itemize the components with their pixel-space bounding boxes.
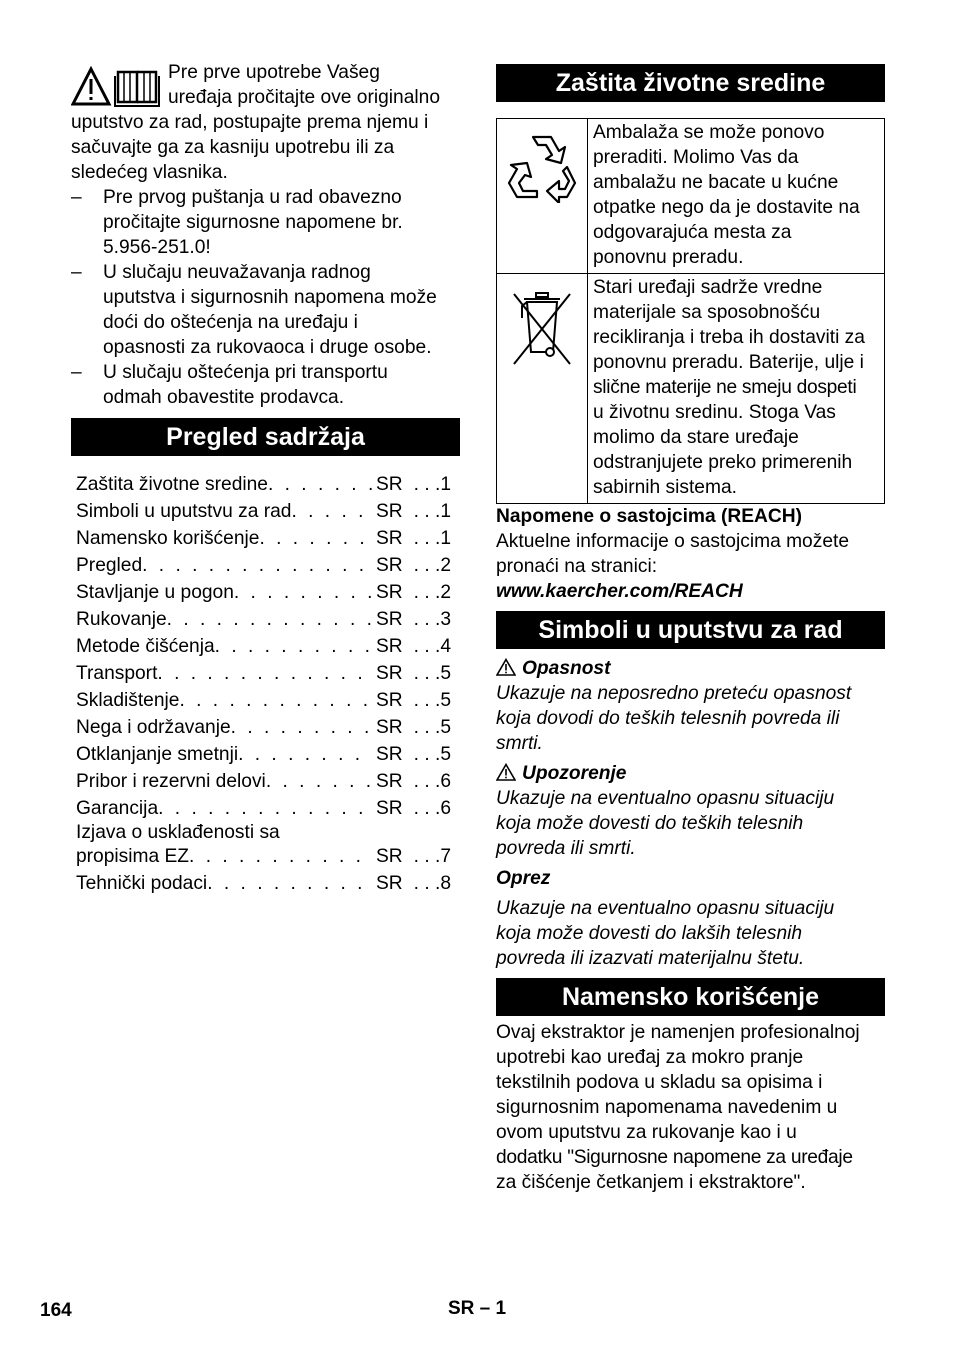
toc-leader: [179, 688, 372, 713]
toc-leader: [266, 769, 372, 794]
warning-manual-icon: [71, 66, 161, 108]
toc-entry-title-cont: propisima EZ: [76, 846, 190, 867]
toc-entry-title: Nega i održavanje: [76, 717, 231, 738]
text-line: povreda ili izazvati materijalnu štetu.: [496, 948, 805, 969]
toc-entry-lang: SR: [376, 636, 403, 657]
toc-leader: [158, 796, 372, 821]
toc-entry-lang: SR: [376, 873, 403, 894]
toc-entry-title: Zaštita životne sredine: [76, 474, 268, 495]
toc-entry-page: . . .5: [413, 690, 451, 711]
text-line: ponovnu preradu. Baterije, ulje i: [593, 352, 864, 373]
toc-entry-lang: SR: [376, 771, 403, 792]
danger-label: Opasnost: [496, 656, 885, 681]
toc-entry-title: Pribor i rezervni delovi: [76, 771, 266, 792]
footer-center: SR – 1: [448, 1298, 507, 1319]
toc-entry-lang: SR: [376, 846, 403, 867]
text-line: Ukazuje na eventualno opasnu situaciju: [496, 898, 835, 919]
text-line: Aktuelne informacije o sastojcima možete: [496, 531, 849, 552]
toc-entry[interactable]: [76, 659, 451, 686]
toc-entry[interactable]: [76, 632, 451, 659]
toc-entry-page: . . .5: [413, 717, 451, 738]
text-line: tekstilnih podova u skladu sa opisima i: [496, 1072, 823, 1093]
toc-leader: [238, 742, 372, 767]
text-line: povreda ili smrti.: [496, 838, 636, 859]
toc-entry-lang: SR: [376, 798, 403, 819]
toc-entry-lang: SR: [376, 582, 403, 603]
toc-entry-page: . . .8: [413, 873, 451, 894]
text-line: preraditi. Molimo Vas da: [593, 147, 799, 168]
toc-entry[interactable]: [76, 794, 451, 821]
toc-entry-lang: SR: [376, 717, 403, 738]
text-line: odgovarajuća mesta za: [593, 222, 792, 243]
warning-triangle-icon: [496, 763, 516, 781]
text-line: materijale sa sposobnošću: [593, 302, 821, 323]
toc-entry-title: Metode čišćenja: [76, 636, 215, 657]
toc-leader: [189, 844, 372, 869]
list-text: opasnosti za rukovaoca i druge osobe.: [103, 337, 432, 358]
caution-text: [496, 896, 885, 971]
reach-heading: Napomene o sastojcima (REACH): [496, 506, 802, 527]
text-line: Ukazuje na eventualno opasnu situaciju: [496, 788, 835, 809]
text-line: ovom uputstvu za rukovanje kao i u: [496, 1122, 797, 1143]
toc-entry-page: . . .4: [413, 636, 451, 657]
toc-entry-page: . . .1: [413, 501, 451, 522]
toc-leader: [167, 607, 372, 632]
toc-entry[interactable]: [76, 821, 451, 869]
toc-entry-lang: SR: [376, 528, 403, 549]
toc-leader: [234, 580, 372, 605]
toc-entry-page: . . .6: [413, 798, 451, 819]
toc-entry-title: Skladištenje: [76, 690, 180, 711]
intended-use-heading: Namensko korišćenje: [496, 978, 885, 1016]
toc-leader: [291, 499, 372, 524]
toc-entry-title: Otklanjanje smetnji: [76, 744, 239, 765]
toc-entry[interactable]: [76, 578, 451, 605]
text-line: Ambalaža se može ponovo: [593, 122, 825, 143]
toc-leader: [215, 634, 372, 659]
toc-entry-title: Izjava o usklađenosti sa: [76, 822, 280, 843]
intended-use-text: [496, 1020, 885, 1195]
table-row: [497, 119, 885, 274]
environment-heading: Zaštita životne sredine: [496, 64, 885, 102]
list-item: [71, 185, 460, 260]
text-line: upotrebi kao uređaj za mokro pranje: [496, 1047, 804, 1068]
toc-entry-lang: SR: [376, 474, 403, 495]
intro-line: sledećeg vlasnika.: [71, 162, 228, 183]
toc-entry-lang: SR: [376, 609, 403, 630]
toc-entry[interactable]: [76, 470, 451, 497]
toc-entry-lang: SR: [376, 690, 403, 711]
toc-entry-page: . . .1: [413, 528, 451, 549]
packaging-text: [588, 119, 885, 274]
list-dash: –: [71, 262, 82, 283]
toc-entry[interactable]: [76, 551, 451, 578]
toc-entry[interactable]: [76, 524, 451, 551]
toc-entry-page: . . .5: [413, 663, 451, 684]
text-line: u životnu sredinu. Stoga Vas: [593, 402, 836, 423]
toc-entry[interactable]: [76, 740, 451, 767]
text-line: recikliranja i treba ih dostaviti za: [593, 327, 865, 348]
toc-leader: [231, 715, 372, 740]
text-line: dodatku "Sigurnosne napomene za uređaje: [496, 1147, 853, 1168]
text-line: sigurnosnim napomenama navedenim u: [496, 1097, 838, 1118]
toc-leader: [142, 553, 372, 578]
text-line: slične materije ne smeju dospeti: [593, 377, 857, 398]
old-devices-text: [588, 274, 885, 504]
list-dash: –: [71, 187, 82, 208]
warning-text: [496, 786, 885, 861]
warning-label: Upozorenje: [496, 761, 885, 786]
text-line: koja može dovesti do teških telesnih: [496, 813, 804, 834]
list-text: doći do oštećenja na uređaju i: [103, 312, 358, 333]
text-line: sabirnih sistema.: [593, 477, 737, 498]
list-text: 5.956-251.0!: [103, 237, 211, 258]
toc-entry-page: . . .3: [413, 609, 451, 630]
toc-entry[interactable]: [76, 713, 451, 740]
text-line: Ovaj ekstraktor je namenjen profesionalnoj: [496, 1022, 860, 1043]
list-text: U slučaju oštećenja pri transportu: [103, 362, 388, 383]
page-number: 164: [40, 1300, 72, 1321]
warning-triangle-icon: [496, 658, 516, 676]
list-text: odmah obavestite prodavca.: [103, 387, 345, 408]
toc-entry-lang: SR: [376, 501, 403, 522]
toc-entry-page: . . .2: [413, 555, 451, 576]
text-line: ambalažu ne bacate u kućne: [593, 172, 839, 193]
intro-line: uređaja pročitajte ove originalno: [168, 87, 440, 108]
list-text: U slučaju neuvažavanja radnog: [103, 262, 371, 283]
intro-line: uputstvo za rad, postupajte prema njemu i: [71, 112, 429, 133]
toc-entry-title: Garancija: [76, 798, 159, 819]
list-dash: –: [71, 362, 82, 383]
toc-entry-page: . . .1: [413, 474, 451, 495]
table-row: [497, 274, 885, 504]
reach-text: [496, 529, 885, 579]
toc-entry-title: Tehnički podaci: [76, 873, 208, 894]
toc-leader: [157, 661, 372, 686]
bin-cell: [497, 274, 588, 504]
text-line: koja može dovesti do lakših telesnih: [496, 923, 803, 944]
text-line: odstranjujete preko primerenih: [593, 452, 853, 473]
toc-entry-title: Transport: [76, 663, 158, 684]
toc-entry-title: Stavljanje u pogon: [76, 582, 234, 603]
right-column: [496, 60, 885, 1195]
text-line: ponovnu preradu.: [593, 247, 744, 268]
toc-entry[interactable]: [76, 869, 451, 896]
text-line: smrti.: [496, 733, 543, 754]
toc-entry-page: . . .2: [413, 582, 451, 603]
toc-entry[interactable]: [76, 497, 451, 524]
toc-entry-title: Simboli u uputstvu za rad: [76, 501, 292, 522]
list-text: Pre prvog puštanja u rad obavezno: [103, 187, 402, 208]
toc-entry-page: . . .7: [413, 846, 451, 867]
text-line: molimo da stare uređaje: [593, 427, 799, 448]
toc-entry-title: Rukovanje: [76, 609, 167, 630]
list-item: [71, 260, 460, 360]
intro-line: sačuvajte ga za kasniju upotrebu ili za: [71, 137, 395, 158]
text-line: koja dovodi do teških telesnih povreda ili: [496, 708, 840, 729]
toc-entry-lang: SR: [376, 663, 403, 684]
toc-entry-title: Namensko korišćenje: [76, 528, 260, 549]
text-line: otpatke nego da je dostavite na: [593, 197, 860, 218]
left-column: [71, 60, 460, 896]
recycle-icon: [505, 131, 579, 203]
table-of-contents: [71, 470, 460, 896]
recycle-cell: [497, 119, 588, 274]
toc-leader: [207, 871, 372, 896]
toc-entry[interactable]: [76, 686, 451, 713]
text-line: Stari uređaji sadrže vredne: [593, 277, 823, 298]
toc-entry[interactable]: [76, 605, 451, 632]
toc-leader: [268, 472, 372, 497]
toc-entry[interactable]: [76, 767, 451, 794]
environment-table: [496, 118, 885, 504]
caution-label: Oprez: [496, 868, 551, 889]
list-text: pročitajte sigurnosne napomene br.: [103, 212, 403, 233]
intro-line: Pre prve upotrebe Vašeg: [168, 62, 380, 83]
danger-text: [496, 681, 885, 756]
toc-heading: Pregled sadržaja: [71, 418, 460, 456]
text-line: Ukazuje na neposredno preteću opasnost: [496, 683, 852, 704]
toc-entry-page: . . .6: [413, 771, 451, 792]
symbols-heading: Simboli u uputstvu za rad: [496, 611, 885, 649]
reach-link[interactable]: www.kaercher.com/REACH: [496, 581, 743, 602]
toc-leader: [259, 526, 372, 551]
toc-entry-title: Pregled: [76, 555, 143, 576]
toc-entry-lang: SR: [376, 744, 403, 765]
list-item: [71, 360, 460, 410]
list-text: uputstva i sigurnosnih napomena može: [103, 287, 437, 308]
toc-entry-page: . . .5: [413, 744, 451, 765]
crossed-bin-icon: [510, 290, 574, 368]
toc-entry-lang: SR: [376, 555, 403, 576]
text-line: za čišćenje četkanjem i ekstraktore".: [496, 1172, 806, 1193]
text-line: pronaći na stranici:: [496, 556, 658, 577]
intro-block: [71, 60, 460, 410]
